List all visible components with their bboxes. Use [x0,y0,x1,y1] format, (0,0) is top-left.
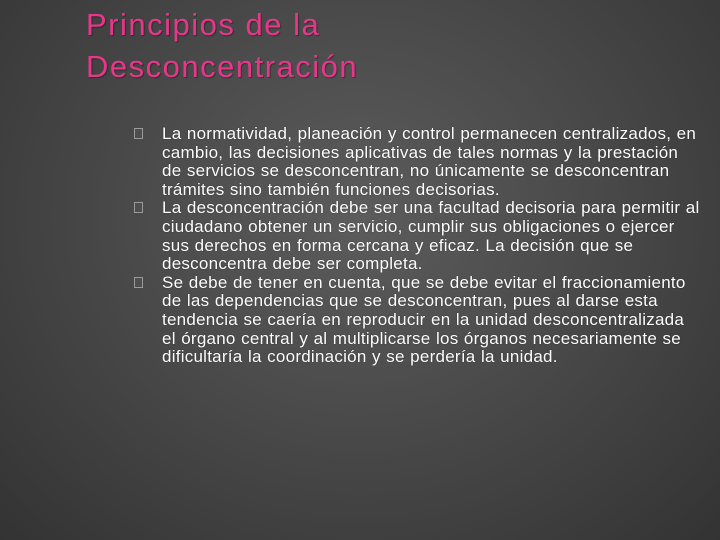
bullet-text-3: Se debe de tener en cuenta, que se debe evitar el fraccionamiento de las dependencias que se desconcentran, pues al darse esta tendencia se caería en reproducir en la unidad desconcentralizada el órgano central y al multiplicarse los órganos necesariamente se dificultaría la coordinación y se perdería la unidad. [162,272,686,367]
bullet-box-icon [134,128,143,139]
bullet-item-3 [162,274,702,367]
bullet-text-1: La normatividad, planeación y control permanecen centralizados, en cambio, las decisiones aplicativas de tales normas y la prestación de servicios se desconcentran, no únicamente se desconcentran trámites sino también funciones decisorias. [162,124,697,199]
bullet-box-icon [134,277,143,288]
bullet-list [162,125,702,367]
slide-title-line-2: Desconcentración [86,49,359,84]
bullet-text-2: La desconcentración debe ser una facultad decisoria para permitir al ciudadano obtener un servicio, cumplir sus obligaciones o ejercer sus derechos en forma cercana y eficaz. La decisión que se desconcentra debe ser completa. [162,198,700,274]
bullet-item-2 [162,199,702,273]
bullet-item-1 [162,125,702,199]
slide-title [86,4,686,88]
bullet-box-icon [134,202,143,213]
slide-title-line-1: Principios de la [86,7,321,42]
